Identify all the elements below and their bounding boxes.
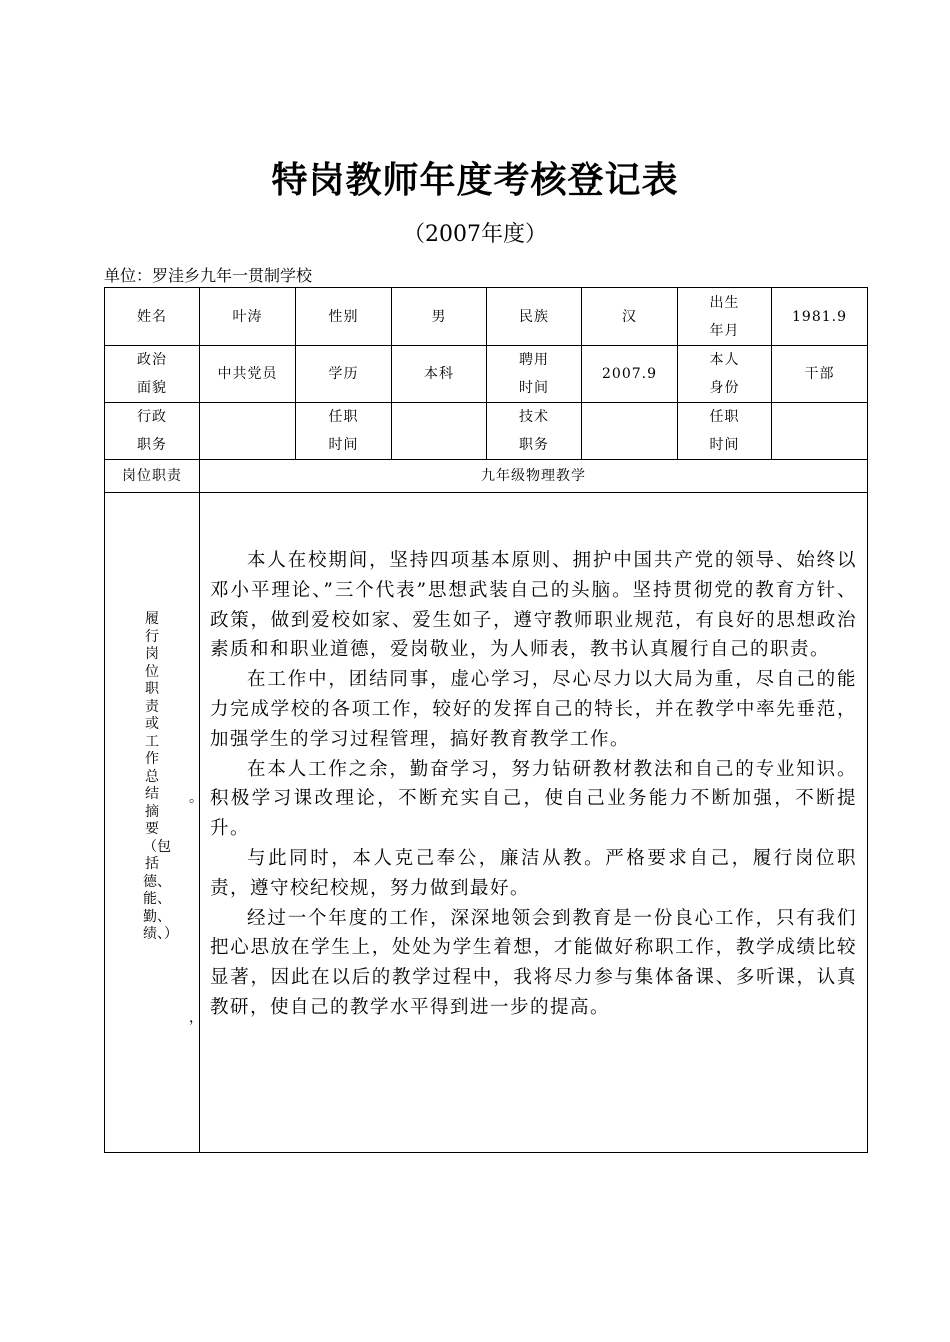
gender-label: 性别	[296, 288, 392, 346]
ethnicity-value: 汉	[582, 288, 678, 346]
summary-side-label: 履行岗位职责或工作总结摘要（包括德、能、勤、绩、）	[143, 611, 178, 942]
summary-paragraph: 本人在校期间，坚持四项基本原则、拥护中国共产党的领导、始终以邓小平理论、”三个代表”思想武装自己的头脑。坚持贯彻党的教育方针、政策，做到爱校如家、爱生如子，遵守教师职业规范，有良好的思想政治素质和和职业道德，爱岗敬业，为人师表，教书认真履行自己的职责。	[210, 550, 857, 661]
admin-position-label-line-1: 行政	[137, 409, 167, 425]
unit-line: 单位：罗洼乡九年一贯制学校	[104, 266, 313, 285]
hire-label-line-1: 聘用	[519, 352, 549, 368]
hire-value: 2007.9	[582, 346, 678, 403]
summary-paragraph: 在本人工作之余，勤奋学习，努力钻研教材教法和自己的专业知识。积极学习课改理论，不断充实自己，使自己业务能力不断加强，不断提升。	[210, 758, 857, 840]
side-mark-comma: ，	[189, 1010, 204, 1026]
education-label: 学历	[296, 346, 392, 403]
education-value: 本科	[392, 346, 487, 403]
admin-position-label-line-2: 职务	[137, 437, 167, 453]
birth-label-line-1: 出生	[709, 294, 740, 311]
page-subtitle: （2007年度）	[403, 222, 547, 247]
side-mark-period: 。	[189, 790, 204, 806]
tech-position-label-line-1: 技术	[519, 409, 549, 425]
admin-term-label-line-1: 任职	[328, 409, 359, 425]
table-row-duty	[105, 460, 868, 493]
page-title: 特岗教师年度考核登记表	[271, 160, 679, 201]
summary-side-label-cell	[105, 493, 204, 1153]
admin-position-value	[200, 403, 296, 460]
table-row-basic-info	[105, 288, 868, 346]
political-label	[105, 346, 200, 403]
table-row-political	[105, 346, 868, 403]
birth-label-line-2: 年月	[709, 322, 740, 339]
political-label-line-2: 面貌	[137, 380, 167, 396]
tech-position-value	[582, 403, 678, 460]
tech-term-label-line-1: 任职	[709, 409, 740, 425]
table-row-summary	[105, 493, 868, 1153]
name-value: 叶涛	[200, 288, 296, 346]
duty-label: 岗位职责	[105, 460, 200, 493]
duty-value: 九年级物理教学	[200, 460, 868, 493]
political-label-line-1: 政治	[137, 352, 167, 368]
tech-term-label-line-2: 时间	[709, 437, 740, 453]
birth-value: 1981.9	[772, 288, 868, 346]
summary-paragraph: 与此同时，本人克己奉公，廉洁从教。严格要求自己，履行岗位职责，遵守校纪校规，努力做到最好。	[210, 847, 857, 899]
political-value: 中共党员	[200, 346, 296, 403]
admin-position-label	[105, 403, 200, 460]
tech-position-label	[487, 403, 582, 460]
admin-term-label-line-2: 时间	[328, 437, 359, 453]
identity-label-line-2: 身份	[709, 380, 740, 396]
tech-term-label	[678, 403, 772, 460]
tech-position-label-line-2: 职务	[519, 437, 549, 453]
name-label: 姓名	[105, 288, 200, 346]
summary-content-cell	[200, 493, 868, 1153]
identity-label-line-1: 本人	[709, 352, 740, 368]
assessment-table	[104, 287, 868, 1153]
hire-label-line-2: 时间	[519, 380, 549, 396]
summary-text	[200, 493, 867, 1023]
gender-value: 男	[392, 288, 487, 346]
birth-label	[678, 288, 772, 346]
hire-label	[487, 346, 582, 403]
identity-value: 干部	[772, 346, 868, 403]
summary-paragraph: 在工作中，团结同事，虚心学习，尽心尽力以大局为重，尽自己的能力完成学校的各项工作，较好的发挥自己的特长，并在教学中率先垂范，加强学生的学习过程管理，搞好教育教学工作。	[210, 669, 857, 750]
table-row-positions	[105, 403, 868, 460]
identity-label	[678, 346, 772, 403]
tech-term-value	[772, 403, 868, 460]
ethnicity-label: 民族	[487, 288, 582, 346]
summary-paragraph: 经过一个年度的工作，深深地领会到教育是一份良心工作，只有我们把心思放在学生上，处处为学生着想，才能做好称职工作，教学成绩比较显著，因此在以后的教学过程中，我将尽力参与集体备课、多听课，认真教研，使自己的教学水平得到进一步的提高。	[210, 907, 857, 1018]
admin-term-value	[392, 403, 487, 460]
admin-term-label	[296, 403, 392, 460]
